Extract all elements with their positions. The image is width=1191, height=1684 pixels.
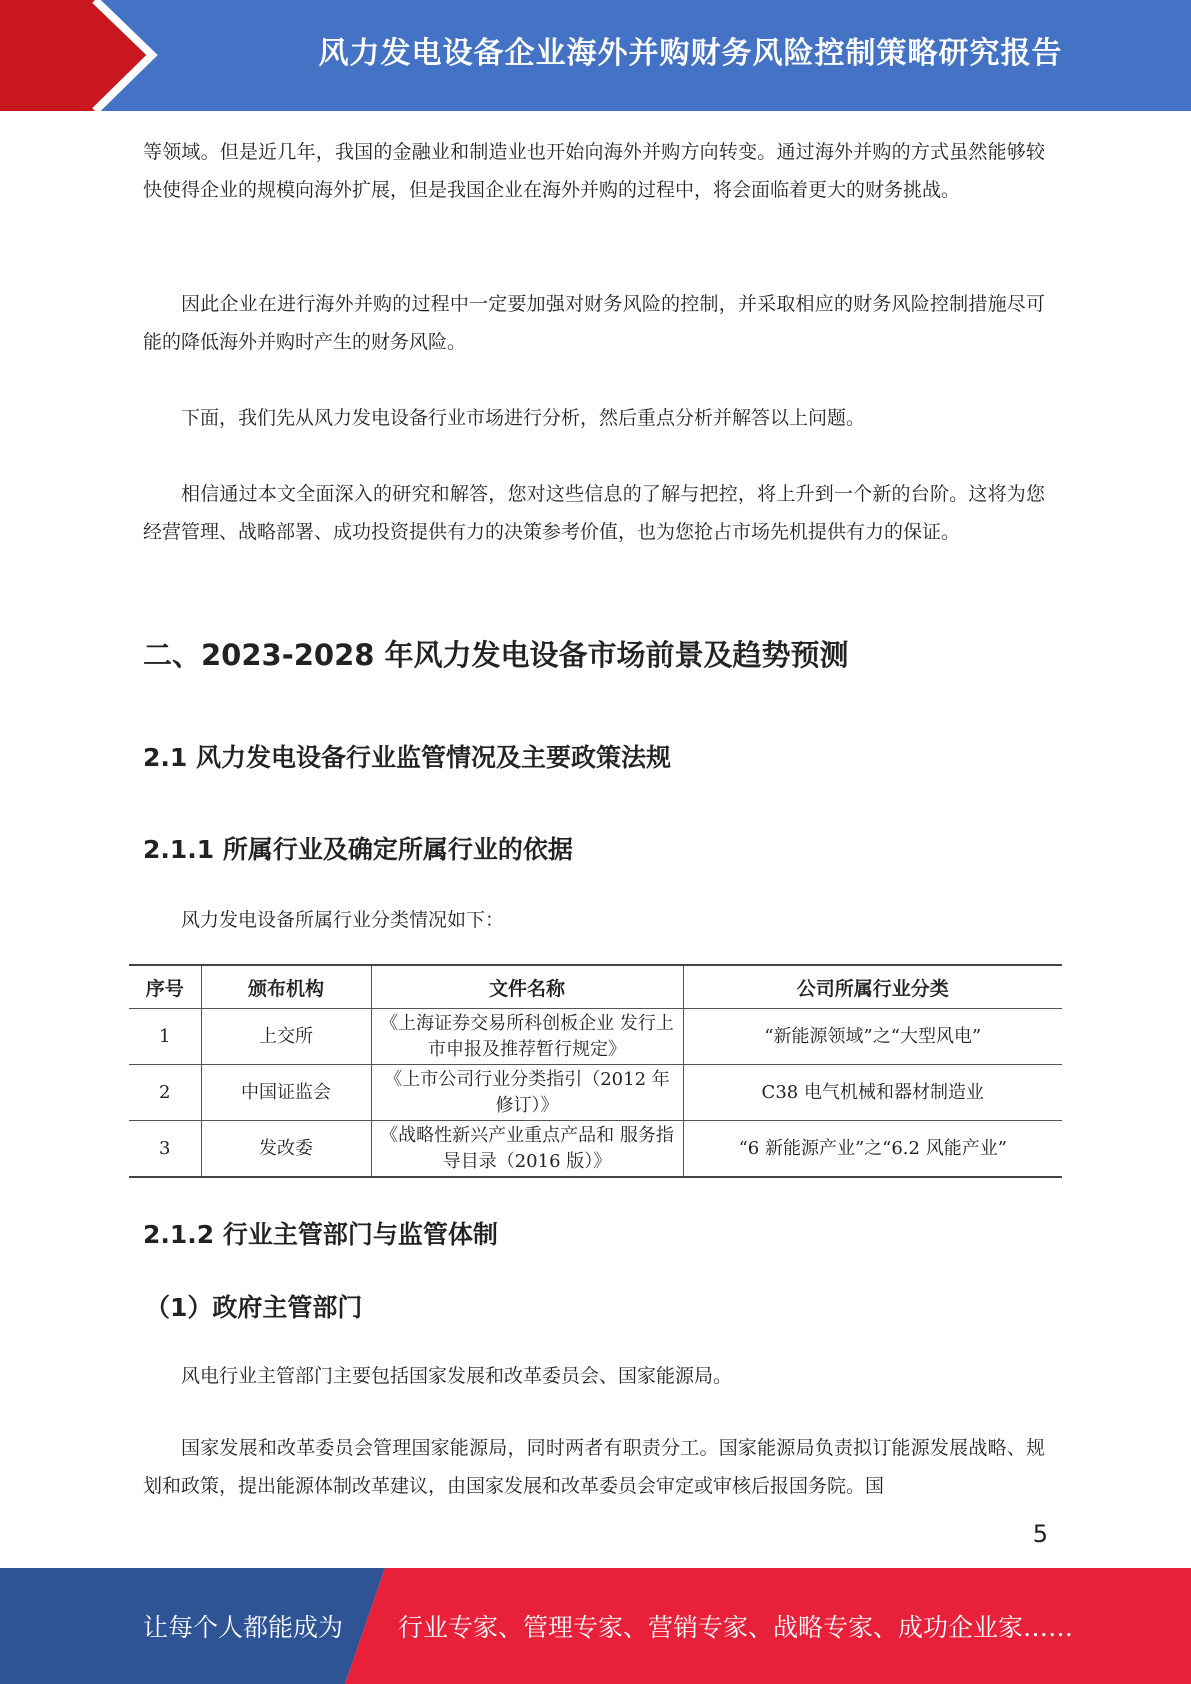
column-header: 文件名称	[371, 965, 683, 1009]
sub-heading-government-departments: （1）政府主管部门	[145, 1293, 363, 1322]
table-cell-index: 3	[129, 1121, 201, 1178]
paragraph-ndrc: 国家发展和改革委员会管理国家能源局，同时两者有职责分工。国家能源局负责拟订能源发展战略、规划和政策，提出能源体制改革建议，由国家发展和改革委员会审定或审核后报国务院。国	[143, 1437, 1045, 1497]
table-header-row	[129, 965, 1062, 1009]
page-footer	[0, 1568, 1191, 1684]
table-cell-issuer: 上交所	[201, 1009, 371, 1065]
table-cell-issuer: 发改委	[201, 1121, 371, 1178]
table-cell-issuer: 中国证监会	[201, 1065, 371, 1121]
paragraph-risk-control: 因此企业在进行海外并购的过程中一定要加强对财务风险的控制，并采取相应的财务风险控制措施尽可能的降低海外并购时产生的财务风险。	[143, 293, 1045, 353]
subsection-heading-2-1: 2.1 风力发电设备行业监管情况及主要政策法规	[143, 743, 671, 772]
page-header	[0, 0, 1191, 111]
paragraph-regulators: 风电行业主管部门主要包括国家发展和改革委员会、国家能源局。	[181, 1365, 733, 1387]
column-header: 公司所属行业分类	[683, 965, 1062, 1009]
column-header: 颁布机构	[201, 965, 371, 1009]
column-header: 序号	[129, 965, 201, 1009]
section-heading: 二、2023-2028 年风力发电设备市场前景及趋势预测	[143, 638, 849, 672]
industry-classification-table	[129, 964, 1062, 1178]
footer-slogan-right: 行业专家、管理专家、营销专家、战略专家、成功企业家……	[398, 1613, 1074, 1642]
subsection-heading-2-1-1: 2.1.1 所属行业及确定所属行业的依据	[143, 835, 573, 864]
table-intro-text: 风力发电设备所属行业分类情况如下：	[181, 909, 505, 931]
table-cell-index: 2	[129, 1065, 201, 1121]
table-cell-document: 《上市公司行业分类指引（2012 年修订）》	[371, 1065, 683, 1121]
paragraph-value: 相信通过本文全面深入的研究和解答，您对这些信息的了解与把控，将上升到一个新的台阶。这将为您经营管理、战略部署、成功投资提供有力的决策参考价值，也为您抢占市场先机提供有力的保证。	[143, 483, 1045, 543]
report-title: 风力发电设备企业海外并购财务风险控制策略研究报告	[318, 36, 1063, 71]
table-row	[129, 1009, 1062, 1065]
paragraph-continuation: 等领域。但是近几年，我国的金融业和制造业也开始向海外并购方向转变。通过海外并购的方式虽然能够较快使得企业的规模向海外扩展，但是我国企业在海外并购的过程中，将会面临着更大的财务挑战。	[143, 141, 1045, 201]
table-cell-category: C38 电气机械和器材制造业	[683, 1065, 1062, 1121]
table-cell-document: 《战略性新兴产业重点产品和 服务指导目录（2016 版）》	[371, 1121, 683, 1178]
footer-slogan-left: 让每个人都能成为	[143, 1613, 344, 1642]
table-cell-index: 1	[129, 1009, 201, 1065]
paragraph-analysis-intro: 下面，我们先从风力发电设备行业市场进行分析，然后重点分析并解答以上问题。	[181, 407, 866, 429]
table-cell-category: “6 新能源产业”之“6.2 风能产业”	[683, 1121, 1062, 1178]
table-cell-document: 《上海证券交易所科创板企业 发行上市申报及推荐暂行规定》	[371, 1009, 683, 1065]
table-row	[129, 1065, 1062, 1121]
subsection-heading-2-1-2: 2.1.2 行业主管部门与监管体制	[143, 1220, 498, 1249]
page-number: 5	[1032, 1520, 1048, 1548]
table-row	[129, 1121, 1062, 1178]
table-cell-category: “新能源领域”之“大型风电”	[683, 1009, 1062, 1065]
